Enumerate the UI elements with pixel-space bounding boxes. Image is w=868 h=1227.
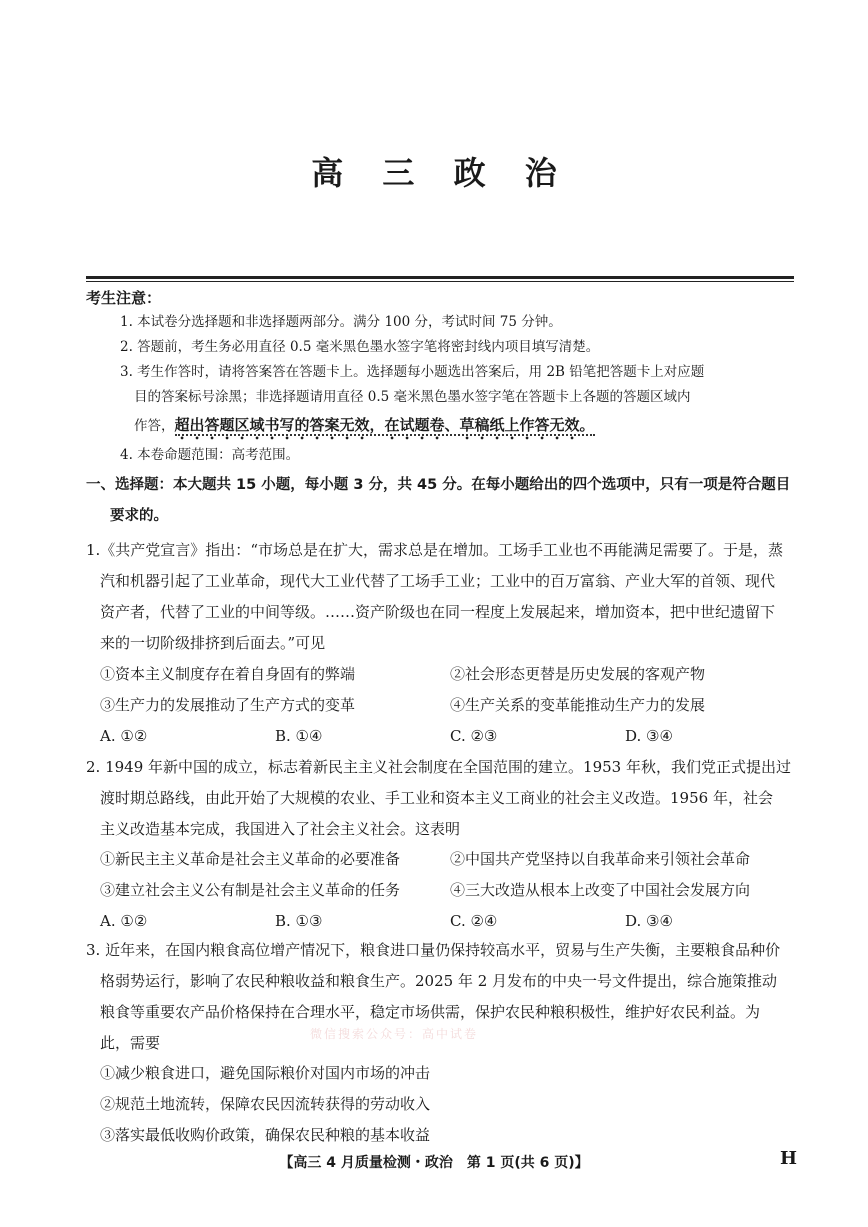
- section-heading-line-1: 一、选择题：本大题共 15 小题，每小题 3 分，共 45 分。在每小题给出的四个选项中，只有一项是符合题目: [86, 477, 791, 493]
- notice-item-3-line-3: [120, 410, 790, 443]
- q2-choice-b: B. ①③: [275, 912, 323, 930]
- q2-line-2: 渡时期总路线，由此开始了大规模的农业、手工业和资本主义工商业的社会主义改造。1956 年，社会: [100, 789, 773, 807]
- notice-heading: 考生注意：: [86, 289, 162, 307]
- q3-line-2: 格弱势运行，影响了农民种粮收益和粮食生产。2025 年 2 月发布的中央一号文件提出，综合施策推动: [100, 972, 778, 990]
- notice-item-3-line-1: 3. 考生作答时，请将答案答在答题卡上。选择题每小题选出答案后，用 2B 铅笔把答题卡上对应题: [120, 364, 705, 380]
- q2-choice-d: D. ③④: [625, 912, 673, 930]
- q3-option-row: [100, 1120, 800, 1151]
- q2-option-row: [100, 875, 800, 906]
- version-mark: H: [780, 1148, 798, 1169]
- q2-option-row: [100, 844, 800, 875]
- q3-option-3: ③落实最低收购价政策，确保农民种粮的基本收益: [100, 1126, 431, 1144]
- question-2-stem: [86, 752, 798, 845]
- q1-option-1: ①资本主义制度存在着自身固有的弊端: [100, 665, 356, 683]
- section-heading: [86, 470, 798, 532]
- header-rule-thin: [86, 281, 794, 282]
- q3-option-2: ②规范土地流转，保障农民因流转获得的劳动收入: [100, 1095, 431, 1113]
- q3-option-1: ①减少粮食进口，避免国际粮价对国内市场的冲击: [100, 1064, 431, 1082]
- page-title: 高 三 政 治: [311, 154, 571, 192]
- q2-choice-row: [100, 906, 800, 937]
- q1-option-3: ③生产力的发展推动了生产方式的变革: [100, 696, 356, 714]
- q3-line-1: 3. 近年来，在国内粮食高位增产情况下，粮食进口量仍保持较高水平，贸易与生产失衡，主要粮食品种价: [86, 941, 781, 959]
- q2-option-2: ②中国共产党坚持以自我革命来引领社会革命: [450, 850, 751, 868]
- q3-line-3: 粮食等重要农产品价格保持在合理水平，稳定市场供需，保护农民种粮积极性，维护好农民利益。为: [100, 1003, 761, 1021]
- question-3-options: [100, 1058, 800, 1151]
- watermark: 微信搜索公众号：高中试卷: [310, 1027, 479, 1041]
- notice-item-3-prefix: 作答，: [134, 418, 175, 434]
- q2-line-1: 2. 1949 年新中国的成立，标志着新民主主义社会制度在全国范围的建立。1953 年秋，我们党正式提出过: [86, 758, 791, 776]
- question-1-options: [100, 659, 800, 752]
- header-rule-thick: [86, 276, 794, 279]
- q1-option-row: [100, 659, 800, 690]
- q2-choice-a: A. ①②: [100, 912, 148, 930]
- q1-choice-d: D. ③④: [625, 727, 673, 745]
- notice-item-2: 2. 答题前，考生务必用直径 0.5 毫米黑色墨水签字笔将密封线内项目填写清楚。: [120, 339, 600, 355]
- q1-choice-c: C. ②③: [450, 727, 498, 745]
- q2-option-1: ①新民主主义革命是社会主义革命的必要准备: [100, 850, 401, 868]
- q3-option-row: [100, 1089, 800, 1120]
- q1-option-4: ④生产关系的变革能推动生产力的发展: [450, 696, 706, 714]
- q2-line-3: 主义改造基本完成，我国进入了社会主义社会。这表明: [100, 820, 461, 838]
- q3-line-4: 此，需要: [100, 1034, 161, 1052]
- notice-item-3-line-2: 目的答案标号涂黑；非选择题请用直径 0.5 毫米黑色墨水签字笔在答题卡上各题的答题区域内: [134, 389, 691, 405]
- q1-line-4: 来的一切阶级排挤到后面去。”可见: [100, 634, 326, 652]
- q1-option-row: [100, 690, 800, 721]
- q2-option-3: ③建立社会主义公有制是社会主义革命的任务: [100, 881, 401, 899]
- notice-item-1: 1. 本试卷分选择题和非选择题两部分。满分 100 分，考试时间 75 分钟。: [120, 314, 562, 330]
- question-1-stem: [86, 535, 798, 659]
- page-footer: 【高三 4 月质量检测・政治 第 1 页(共 6 页)】: [279, 1155, 589, 1171]
- notice-item-4: 4. 本卷命题范围：高考范围。: [120, 447, 300, 463]
- q2-choice-c: C. ②④: [450, 912, 498, 930]
- q3-option-row: [100, 1058, 800, 1089]
- q1-line-2: 汽和机器引起了工业革命，现代大工业代替了工场手工业；工业中的百万富翁、产业大军的首领、现代: [100, 572, 776, 590]
- notice-list: [120, 310, 790, 468]
- question-2-options: [100, 844, 800, 937]
- q1-choice-row: [100, 721, 800, 752]
- question-3-stem: [86, 935, 798, 1059]
- q1-choice-a: A. ①②: [100, 727, 148, 745]
- q1-line-3: 资产者，代替了工业的中间等级。……资产阶级也在同一程度上发展起来，增加资本，把中世纪遗留下: [100, 603, 776, 621]
- q2-option-4: ④三大改造从根本上改变了中国社会发展方向: [450, 881, 751, 899]
- section-heading-line-2: 要求的。: [110, 508, 168, 524]
- notice-emphasis: 超出答题区域书写的答案无效，在试题卷、草稿纸上作答无效。: [174, 416, 595, 434]
- q1-option-2: ②社会形态更替是历史发展的客观产物: [450, 665, 706, 683]
- q1-line-1: 1.《共产党宣言》指出：“市场总是在扩大，需求总是在增加。工场手工业也不再能满足需要了。于是，蒸: [86, 541, 783, 559]
- notice-item-3: [120, 360, 790, 443]
- q1-choice-b: B. ①④: [275, 727, 323, 745]
